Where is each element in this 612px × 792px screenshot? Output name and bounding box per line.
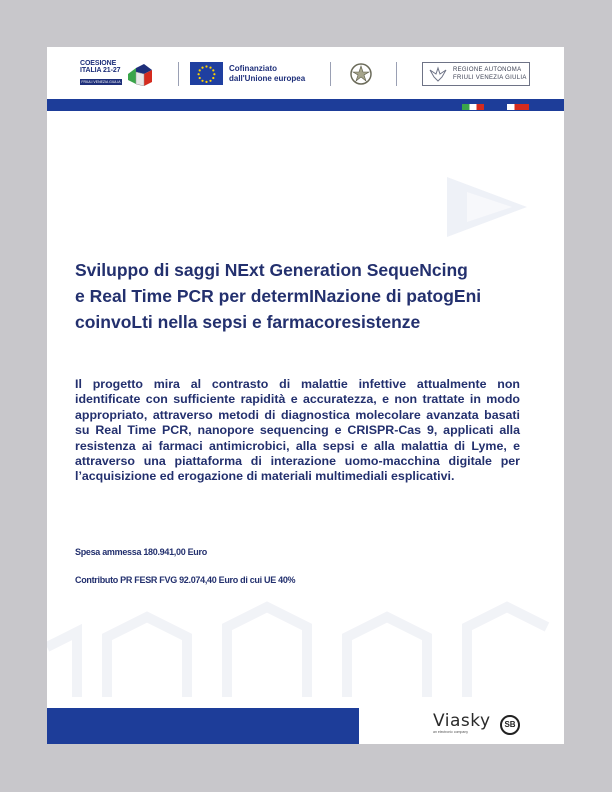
title-line: coinvoLti nella sepsi e farmacoresistenze	[75, 312, 421, 332]
region-line2: FRIULI VENEZIA GIULIA	[453, 74, 527, 81]
contributo-fesr: Contributo PR FESR FVG 92.074,40 Euro di cui UE 40%	[75, 575, 296, 585]
italian-republic-emblem-icon	[350, 62, 372, 86]
background-hexagon-pattern	[47, 547, 564, 707]
footer-blue-band	[47, 708, 359, 744]
eu-line2: dall'Unione europea	[229, 74, 306, 83]
decorative-triangle	[427, 167, 537, 247]
flag-stripe-red	[507, 104, 529, 110]
top-blue-band	[47, 99, 564, 111]
viasky-logo	[433, 713, 491, 735]
coesione-italia-logo	[80, 60, 160, 90]
region-line1: REGIONE AUTONOMA	[453, 67, 522, 73]
header-divider	[178, 62, 179, 86]
coesione-cube-icon	[126, 62, 154, 86]
header-divider	[330, 62, 331, 86]
viasky-name: Viasky	[433, 711, 491, 731]
coesione-line1: COESIONE	[80, 60, 117, 67]
project-title	[75, 257, 537, 335]
header-logos	[47, 47, 564, 99]
spesa-ammessa: Spesa ammessa 180.941,00 Euro	[75, 547, 207, 557]
eu-line1: Cofinanziato	[229, 64, 277, 73]
eu-cofinanced-text	[229, 64, 305, 84]
fvg-eagle-icon	[428, 66, 448, 83]
project-description: Il progetto mira al contrasto di malattie infettive attualmente non identificate con sufficiente rapidità e accuratezza, e non trattate in modo appropriato, attraverso metodi di diagnostica molecolare avanzata basati su Real Time PCR, nanopore sequencing e CRISPR-Cas 9, applicati alla resistenza ai farmaci antimicrobici, alla sepsi e alla malattia di Lyme, e attraverso una piattaforma di interazione uomo-macchina digitale per l’acquisizione ed erogazione di materiali multimediali esplicativi.	[75, 377, 520, 484]
coesione-region-bar: FRIULI VENEZIA GIULIA	[81, 80, 121, 84]
coesione-line2: ITALIA 21-27	[80, 67, 121, 74]
document-page	[47, 47, 564, 744]
title-line: e Real Time PCR per determINazione di patogEni	[75, 286, 482, 306]
sb-logo: SB	[500, 715, 520, 735]
italy-flag-stripe	[462, 104, 484, 110]
viasky-tagline: an electronic company	[433, 730, 469, 734]
regione-fvg-logo	[422, 62, 530, 86]
title-line: Sviluppo di saggi NExt Generation SequeNcing	[75, 260, 468, 280]
eu-flag-icon	[190, 62, 223, 85]
header-divider	[396, 62, 397, 86]
